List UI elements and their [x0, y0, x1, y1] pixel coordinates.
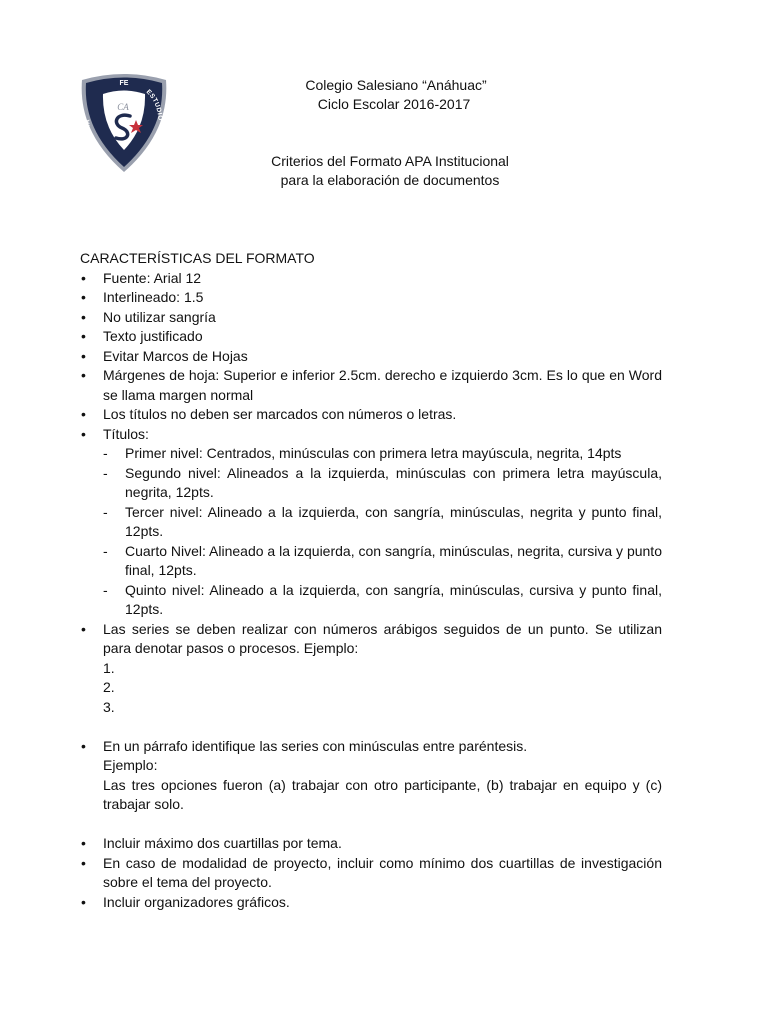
- spacer: [80, 717, 662, 737]
- title-level-item: - Tercer nivel: Alineado a la izquierda, con sangría, minúsculas, negrita y punto final, 12pts.: [103, 503, 662, 542]
- title-line-1: Criterios del Formato APA Institucional: [271, 153, 509, 169]
- list-item: • Márgenes de hoja: Superior e inferior 2.5cm. derecho e izquierdo 3cm. Es lo que en Word se llama margen normal: [80, 366, 662, 405]
- svg-text:CA: CA: [117, 102, 129, 112]
- title-line-2: para la elaboración de documentos: [280, 172, 500, 188]
- list-item-paragraph-series: [80, 737, 662, 815]
- series-example-list: [103, 659, 662, 718]
- list-item: • Evitar Marcos de Hojas: [80, 347, 662, 367]
- paragraph-bullet-list: [80, 737, 662, 815]
- title-level-item: - Primer nivel: Centrados, minúsculas con primera letra mayúscula, negrita, 14pts: [103, 444, 662, 464]
- svg-text:FE: FE: [119, 80, 129, 87]
- list-item: • No utilizar sangría: [80, 308, 662, 328]
- school-name: Colegio Salesiano “Anáhuac”: [305, 77, 487, 93]
- series-number: 1.: [103, 659, 115, 676]
- series-text: Las series se deben realizar con números arábigos seguidos de un punto. Se utilizan para denotar pasos o procesos. Ejemplo:: [103, 620, 662, 656]
- final-bullet-list: [80, 834, 662, 912]
- spacer: [80, 815, 662, 835]
- list-item: • En caso de modalidad de proyecto, incluir como mínimo dos cuartillas de investigación sobre el tema del proyecto.: [80, 854, 662, 893]
- list-item: • Fuente: Arial 12: [80, 269, 662, 289]
- list-item: • Los títulos no deben ser marcados con números o letras.: [80, 405, 662, 425]
- example-text: Las tres opciones fueron (a) trabajar con otro participante, (b) trabajar en equipo y (c) trabajar solo.: [103, 776, 662, 812]
- title-level-item: - Quinto nivel: Alineado a la izquierda, con sangría, minúsculas, cursiva y punto final, 12pts.: [103, 581, 662, 620]
- title-level-item: - Segundo nivel: Alineados a la izquierda, minúsculas con primera letra mayúscula, negrita, 12pts.: [103, 464, 662, 503]
- list-item-titles: [80, 425, 662, 620]
- format-bullet-list: [80, 269, 662, 718]
- document-title: [0, 152, 768, 190]
- title-levels-list: [103, 444, 662, 620]
- svg-text:ESTUDIO: ESTUDIO: [144, 88, 164, 122]
- list-item: • Texto justificado: [80, 327, 662, 347]
- paragraph-series-text: • En un párrafo identifique las series con minúsculas entre paréntesis.: [103, 737, 528, 754]
- series-number: 3.: [103, 698, 115, 715]
- titles-label: Títulos:: [103, 425, 149, 442]
- series-number: 2.: [103, 679, 115, 695]
- school-cycle: Ciclo Escolar 2016-2017: [317, 96, 471, 112]
- list-item: • Incluir máximo dos cuartillas por tema.: [80, 834, 662, 854]
- document-body: [80, 249, 662, 912]
- example-label: Ejemplo:: [103, 757, 158, 773]
- list-item: • Interlineado: 1.5: [80, 288, 662, 308]
- title-level-item: - Cuarto Nivel: Alineado a la izquierda, con sangría, minúsculas, negrita, cursiva y punto final, 12pts.: [103, 542, 662, 581]
- section-title: CARACTERÍSTICAS DEL FORMATO: [80, 250, 315, 266]
- svg-text:ALEGRÍA: ALEGRÍA: [84, 118, 100, 153]
- list-item: • Incluir organizadores gráficos.: [80, 893, 662, 913]
- document-header: [0, 76, 768, 114]
- list-item-series: [80, 620, 662, 718]
